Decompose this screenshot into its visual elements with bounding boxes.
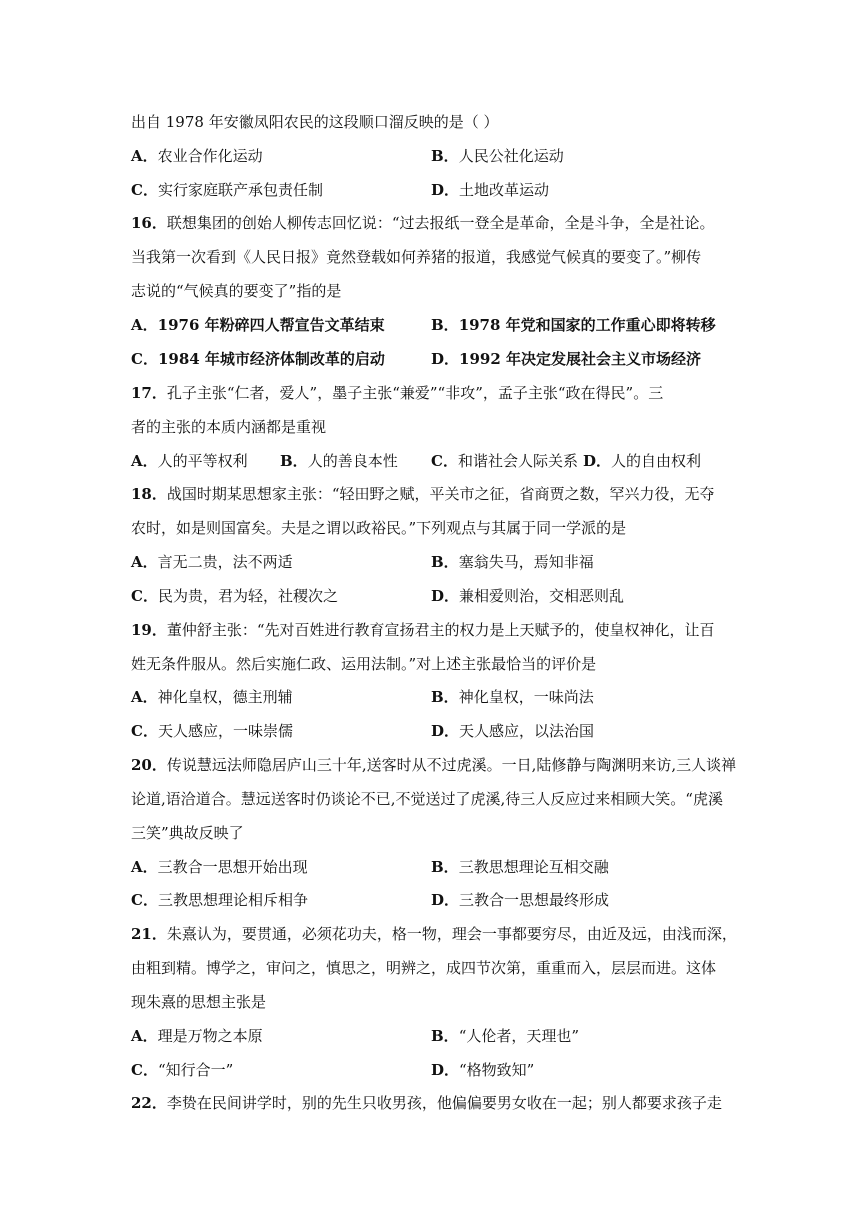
q19-number: 19． (131, 621, 167, 639)
q18-option-c: C．民为贵，君为轻，社稷次之 (131, 587, 338, 605)
q19-option-b: B．神化皇权，一味尚法 (431, 688, 594, 706)
q20-option-b: B．三教思想理论互相交融 (431, 858, 609, 876)
q17-stem-line-1: 17．孔子主张“仁者，爱人”，墨子主张“兼爱”“非攻”，孟子主张“政在得民”。三 (131, 384, 664, 402)
q21-stem-line-2: 由粗到精。博学之，审问之，慎思之，明辨之，成四节次第，重重而入，层层而进。这体 (131, 959, 717, 977)
q22-stem-line-1: 22．李贽在民间讲学时，别的先生只收男孩，他偏偏要男女收在一起；别人都要求孩子走 (131, 1094, 722, 1112)
q22-number: 22． (131, 1094, 167, 1112)
q21-option-a: A．理是万物之本原 (131, 1027, 263, 1045)
q21-stem-line-3: 现朱熹的思想主张是 (131, 993, 267, 1011)
q16-option-d: D．1992 年决定发展社会主义市场经济 (431, 350, 701, 368)
q18-option-a: A．言无二贵，法不两适 (131, 553, 293, 571)
q20-stem-line-3: 三笑”典故反映了 (131, 824, 244, 842)
q19-stem-line-2: 姓无条件服从。然后实施仁政、运用法制。”对上述主张最恰当的评价是 (131, 655, 597, 673)
q20-option-d: D．三教合一思想最终形成 (431, 891, 610, 909)
q21-option-d: D．“格物致知” (431, 1061, 535, 1079)
q19-stem-line-1: 19．董仲舒主张：“先对百姓进行教育宣扬君主的权力是上天赋予的，使皇权神化，让百 (131, 621, 715, 639)
q21-option-b: B．“人伦者，天理也” (431, 1027, 580, 1045)
q21-stem-line-1: 21．朱熹认为，要贯通，必须花功夫，格一物，理会一事都要穷尽，由近及远，由浅而深， (131, 925, 737, 943)
q18-stem-line-2: 农时，如是则国富矣。夫是之谓以政裕民。”下列观点与其属于同一学派的是 (131, 519, 627, 537)
q19-option-c: C．天人感应，一味崇儒 (131, 722, 293, 740)
q18-number: 18． (131, 485, 167, 503)
q17-option-c: C．和谐社会人际关系 (431, 452, 578, 470)
q16-option-b: B．1978 年党和国家的工作重心即将转移 (431, 316, 716, 334)
q20-number: 20． (131, 756, 167, 774)
q16-stem-line-1: 16．联想集团的创始人柳传志回忆说：“过去报纸一登全是革命，全是斗争，全是社论。 (131, 214, 715, 232)
q17-number: 17． (131, 384, 167, 402)
q16-option-a: A．1976 年粉碎四人帮宣告文革结束 (131, 316, 385, 334)
q15-option-a: A．农业合作化运动 (131, 147, 263, 165)
q19-option-a: A．神化皇权，德主刑辅 (131, 688, 293, 706)
q20-option-c: C．三教思想理论相斥相争 (131, 891, 308, 909)
q20-stem-line-2: 论道,语洽道合。慧远送客时仍谈论不已,不觉送过了虎溪,待三人反应过来相顾大笑。“虎溪 (131, 790, 723, 808)
q15-option-b: B．人民公社化运动 (431, 147, 564, 165)
q21-number: 21． (131, 925, 167, 943)
q16-number: 16． (131, 214, 167, 232)
q17-option-b: B．人的善良本性 (280, 452, 398, 470)
q16-stem-line-3: 志说的“气候真的要变了”指的是 (131, 282, 342, 300)
q17-stem-line-2: 者的主张的本质内涵都是重视 (131, 418, 327, 436)
q17-option-a: A．人的平等权利 (131, 452, 248, 470)
q18-option-b: B．塞翁失马，焉知非福 (431, 553, 594, 571)
q15-option-d: D．土地改革运动 (431, 181, 550, 199)
q16-stem-line-2: 当我第一次看到《人民日报》竟然登载如何养猪的报道，我感觉气候真的要变了。”柳传 (131, 248, 702, 266)
q21-option-c: C．“知行合一” (131, 1061, 234, 1079)
q17-option-d: D．人的自由权利 (583, 452, 702, 470)
q20-stem-line-1: 20．传说慧远法师隐居庐山三十年,送客时从不过虎溪。一日,陆修静与陶渊明来访,三人谈禅 (131, 756, 737, 774)
q15-option-c: C．实行家庭联产承包责任制 (131, 181, 323, 199)
q19-option-d: D．天人感应，以法治国 (431, 722, 595, 740)
q15-stem: 出自 1978 年安徽凤阳农民的这段顺口溜反映的是（ ） (131, 113, 499, 131)
q18-option-d: D．兼相爱则治，交相恶则乱 (431, 587, 625, 605)
q20-option-a: A．三教合一思想开始出现 (131, 858, 308, 876)
q16-option-c: C．1984 年城市经济体制改革的启动 (131, 350, 385, 368)
q18-stem-line-1: 18．战国时期某思想家主张：“轻田野之赋，平关市之征，省商贾之数，罕兴力役，无夺 (131, 485, 715, 503)
